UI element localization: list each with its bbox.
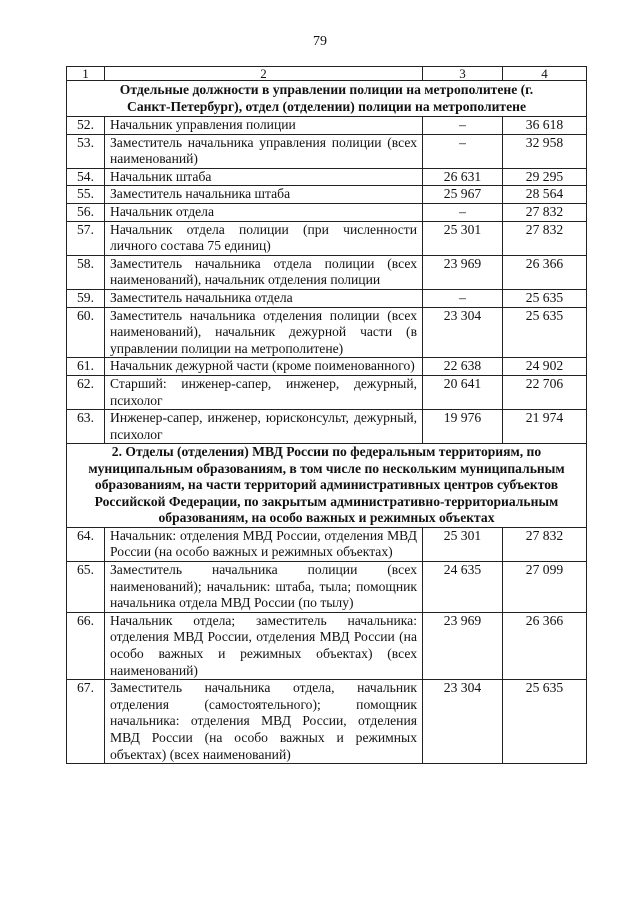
row-number: 64. xyxy=(67,527,105,561)
salary-col3: 20 641 xyxy=(423,375,503,409)
table-row xyxy=(67,410,587,444)
position-name: Заместитель начальника отдела xyxy=(105,289,423,307)
position-name: Заместитель начальника отдела полиции (всех наименований), начальник отделения полиции xyxy=(105,255,423,289)
salary-col4: 25 635 xyxy=(503,289,587,307)
column-header: 2 xyxy=(105,67,423,81)
position-name: Начальник управления полиции xyxy=(105,117,423,135)
salary-col4: 27 099 xyxy=(503,561,587,612)
row-number: 63. xyxy=(67,410,105,444)
row-number: 66. xyxy=(67,612,105,679)
table-row xyxy=(67,612,587,679)
salary-col3: 22 638 xyxy=(423,358,503,376)
section-row xyxy=(67,81,587,117)
position-name: Начальник штаба xyxy=(105,168,423,186)
salary-col4: 27 832 xyxy=(503,527,587,561)
salary-col4: 21 974 xyxy=(503,410,587,444)
salary-col4: 28 564 xyxy=(503,186,587,204)
position-name: Начальник отдела; заместитель начальника: отделения МВД России, отделения МВД России (на особо важных и режимных объектах) (всех наименований) xyxy=(105,612,423,679)
salary-col4: 32 958 xyxy=(503,134,587,168)
salary-col3: 25 967 xyxy=(423,186,503,204)
table-row xyxy=(67,186,587,204)
row-number: 54. xyxy=(67,168,105,186)
row-number: 53. xyxy=(67,134,105,168)
position-name: Начальник: отделения МВД России, отделения МВД России (на особо важных и режимных объектах) xyxy=(105,527,423,561)
position-name: Начальник дежурной части (кроме поименованного) xyxy=(105,358,423,376)
section-title: Отдельные должности в управлении полиции на метрополитене (г. Санкт-Петербург), отдел (отделении) полиции на метрополитене xyxy=(67,81,587,117)
row-number: 60. xyxy=(67,307,105,358)
salary-col3: 23 969 xyxy=(423,255,503,289)
salary-col4: 26 366 xyxy=(503,612,587,679)
salary-col3: 23 304 xyxy=(423,680,503,764)
salary-col3: 24 635 xyxy=(423,561,503,612)
row-number: 65. xyxy=(67,561,105,612)
table-row xyxy=(67,375,587,409)
row-number: 52. xyxy=(67,117,105,135)
salary-col4: 24 902 xyxy=(503,358,587,376)
salary-col3: 23 969 xyxy=(423,612,503,679)
table-row xyxy=(67,117,587,135)
row-number: 55. xyxy=(67,186,105,204)
section-title: 2. Отделы (отделения) МВД России по федеральным территориям, по муниципальным образованиям, в том числе по нескольким муниципальным образованиям, на части территорий административных центров субъектов Российской Федерации, по закрытым административно-территориальным образованиям, на особо важных и режимных объектах xyxy=(67,444,587,528)
row-number: 57. xyxy=(67,221,105,255)
salary-col3: – xyxy=(423,203,503,221)
position-name: Начальник отдела xyxy=(105,203,423,221)
salary-col4: 27 832 xyxy=(503,203,587,221)
table-row xyxy=(67,289,587,307)
row-number: 56. xyxy=(67,203,105,221)
salary-col4: 27 832 xyxy=(503,221,587,255)
salary-col3: 23 304 xyxy=(423,307,503,358)
table-row xyxy=(67,307,587,358)
position-name: Заместитель начальника отделения полиции (всех наименований), начальник дежурной части (в управлении полиции на метрополитене) xyxy=(105,307,423,358)
salary-col3: – xyxy=(423,117,503,135)
position-name: Старший: инженер-сапер, инженер, дежурный, психолог xyxy=(105,375,423,409)
salary-col4: 25 635 xyxy=(503,680,587,764)
column-header: 3 xyxy=(423,67,503,81)
table-row xyxy=(67,255,587,289)
table-row xyxy=(67,680,587,764)
salary-col3: 25 301 xyxy=(423,221,503,255)
salary-col4: 22 706 xyxy=(503,375,587,409)
position-name: Инженер-сапер, инженер, юрисконсульт, дежурный, психолог xyxy=(105,410,423,444)
row-number: 61. xyxy=(67,358,105,376)
salary-col3: 25 301 xyxy=(423,527,503,561)
salary-col3: 26 631 xyxy=(423,168,503,186)
table-row xyxy=(67,221,587,255)
salary-col4: 29 295 xyxy=(503,168,587,186)
row-number: 59. xyxy=(67,289,105,307)
salary-col4: 36 618 xyxy=(503,117,587,135)
salary-col4: 25 635 xyxy=(503,307,587,358)
salary-col3: – xyxy=(423,289,503,307)
row-number: 62. xyxy=(67,375,105,409)
table-row xyxy=(67,168,587,186)
table-row xyxy=(67,203,587,221)
column-header: 1 xyxy=(67,67,105,81)
table-row xyxy=(67,561,587,612)
column-header: 4 xyxy=(503,67,587,81)
salary-col4: 26 366 xyxy=(503,255,587,289)
position-name: Заместитель начальника штаба xyxy=(105,186,423,204)
row-number: 58. xyxy=(67,255,105,289)
salary-col3: – xyxy=(423,134,503,168)
position-name: Заместитель начальника полиции (всех наименований); начальник: штаба, тыла; помощник начальника отдела МВД России (по тылу) xyxy=(105,561,423,612)
table-row xyxy=(67,134,587,168)
table-row xyxy=(67,527,587,561)
section-row xyxy=(67,444,587,528)
table-row xyxy=(67,358,587,376)
page-number: 79 xyxy=(313,34,327,49)
table-header-row xyxy=(67,67,587,81)
salary-col3: 19 976 xyxy=(423,410,503,444)
position-name: Заместитель начальника отдела, начальник отделения (самостоятельного); помощник начальника: отделения МВД России, отделения МВД России (на особо важных и режимных объектах) (всех наименований) xyxy=(105,680,423,764)
position-name: Заместитель начальника управления полиции (всех наименований) xyxy=(105,134,423,168)
row-number: 67. xyxy=(67,680,105,764)
position-name: Начальник отдела полиции (при численности личного состава 75 единиц) xyxy=(105,221,423,255)
salary-table xyxy=(66,66,587,764)
